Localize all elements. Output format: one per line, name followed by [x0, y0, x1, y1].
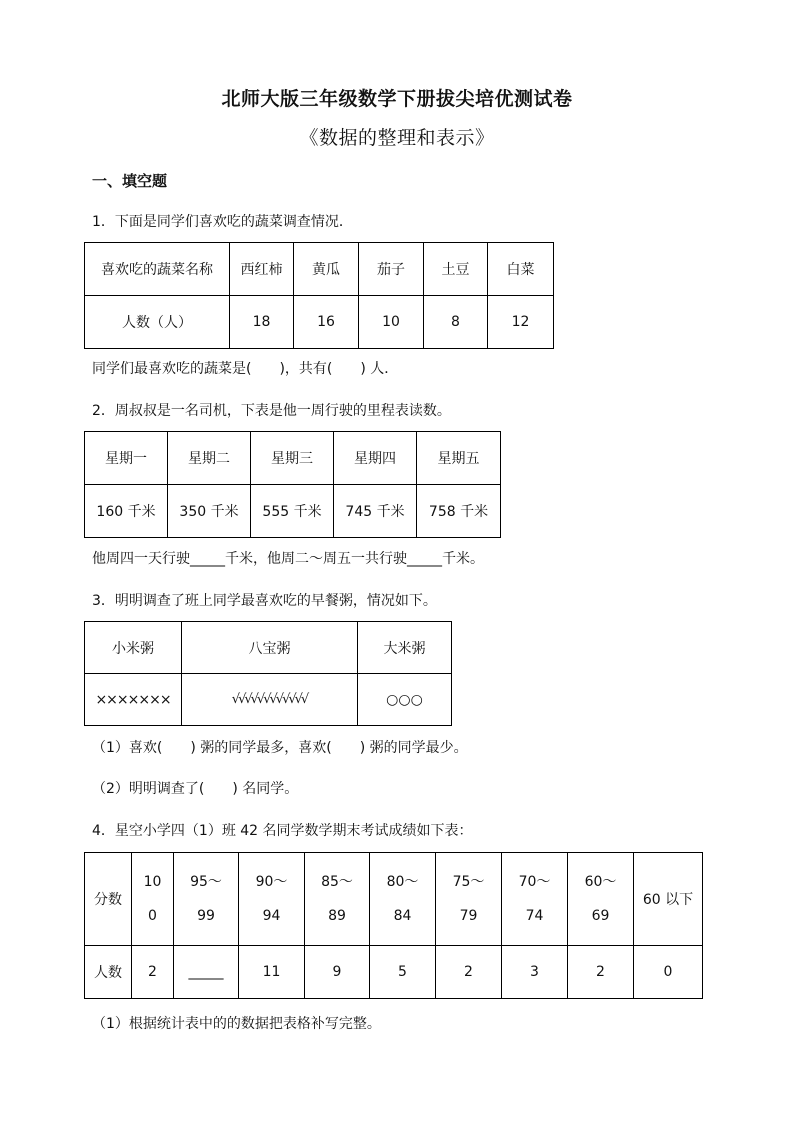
- table-cell: 18: [230, 296, 294, 349]
- table-row: [85, 296, 554, 349]
- question-2-prompt: 他周四一天行驶_____千米，他周二～周五一共行驶_____千米。: [92, 551, 484, 567]
- table-header-cell: 八宝粥: [182, 622, 358, 674]
- table-cell: 5: [370, 946, 436, 999]
- table-header-cell: 星期三: [251, 432, 334, 485]
- table-header-cell: 小米粥: [85, 622, 182, 674]
- table-cell: 758 千米: [417, 485, 501, 538]
- table-header-cell: 黄瓜: [294, 243, 359, 296]
- table-header-cell: 分数: [85, 853, 132, 946]
- table-header-row: [85, 432, 501, 485]
- table-cell: 16: [294, 296, 359, 349]
- table-header-cell: 茄子: [359, 243, 424, 296]
- question-4-text: 4．星空小学四（1）班 42 名同学数学期末考试成绩如下表：: [92, 823, 473, 839]
- table-cell: 12: [488, 296, 554, 349]
- porridge-table: [84, 621, 452, 726]
- table-cell: 9: [305, 946, 370, 999]
- table-cell: 11: [239, 946, 305, 999]
- table-header-cell: 10 0: [132, 853, 174, 946]
- table-cell: 2: [568, 946, 634, 999]
- question-4-sub-1: （1）根据统计表中的的数据把表格补写完整。: [92, 1016, 381, 1032]
- table-header-cell: 白菜: [488, 243, 554, 296]
- question-1-text: 1．下面是同学们喜欢吃的蔬菜调查情况．: [92, 214, 353, 230]
- table-cell: 人数: [85, 946, 132, 999]
- table-header-cell: 星期二: [168, 432, 251, 485]
- table-cell: 160 千米: [85, 485, 168, 538]
- table-cell: 350 千米: [168, 485, 251, 538]
- table-header-cell: 土豆: [424, 243, 488, 296]
- table-cell: 人数（人）: [85, 296, 230, 349]
- table-header-cell: 大米粥: [358, 622, 452, 674]
- table-cell: ×××××××: [85, 674, 182, 726]
- table-header-cell: 西红柿: [230, 243, 294, 296]
- score-table: [84, 852, 703, 999]
- table-cell: √√√√√√√√√√√√: [182, 674, 358, 726]
- table-cell: 10: [359, 296, 424, 349]
- table-header-row: [85, 243, 554, 296]
- page-title: 北师大版三年级数学下册拔尖培优测试卷: [221, 88, 573, 110]
- table-header-cell: 85～ 89: [305, 853, 370, 946]
- table-header-cell: 95～ 99: [174, 853, 239, 946]
- table-cell: 8: [424, 296, 488, 349]
- mileage-table: [84, 431, 501, 538]
- question-2-text: 2．周叔叔是一名司机，下表是他一周行驶的里程表读数。: [92, 403, 451, 419]
- table-cell: 745 千米: [334, 485, 417, 538]
- table-header-cell: 星期五: [417, 432, 501, 485]
- table-header-cell: 星期一: [85, 432, 168, 485]
- table-header-cell: 75～ 79: [436, 853, 502, 946]
- table-header-cell: 星期四: [334, 432, 417, 485]
- table-cell: ○○○: [358, 674, 452, 726]
- table-header-cell: 60～ 69: [568, 853, 634, 946]
- question-3-sub-1: （1）喜欢( ) 粥的同学最多，喜欢( ) 粥的同学最少。: [92, 740, 468, 756]
- table-header-cell: 90～ 94: [239, 853, 305, 946]
- table-cell: 0: [634, 946, 703, 999]
- table-cell: 555 千米: [251, 485, 334, 538]
- section-heading: 一、填空题: [92, 172, 168, 190]
- table-cell: _____: [174, 946, 239, 999]
- table-cell: 3: [502, 946, 568, 999]
- table-row: [85, 946, 703, 999]
- table-header-cell: 喜欢吃的蔬菜名称: [85, 243, 230, 296]
- question-3-text: 3．明明调查了班上同学最喜欢吃的早餐粥，情况如下。: [92, 593, 437, 609]
- table-cell: 2: [132, 946, 174, 999]
- table-header-cell: 70～ 74: [502, 853, 568, 946]
- table-header-cell: 80～ 84: [370, 853, 436, 946]
- question-3-sub-2: （2）明明调查了( ) 名同学。: [92, 781, 299, 797]
- table-row: [85, 674, 452, 726]
- table-cell: 2: [436, 946, 502, 999]
- page-subtitle: 《数据的整理和表示》: [299, 127, 495, 149]
- vegetable-table: [84, 242, 554, 349]
- table-header-row: [85, 853, 703, 946]
- table-header-cell: 60 以下: [634, 853, 703, 946]
- question-1-prompt: 同学们最喜欢吃的蔬菜是( )，共有( ) 人．: [92, 361, 399, 377]
- table-row: [85, 485, 501, 538]
- table-header-row: [85, 622, 452, 674]
